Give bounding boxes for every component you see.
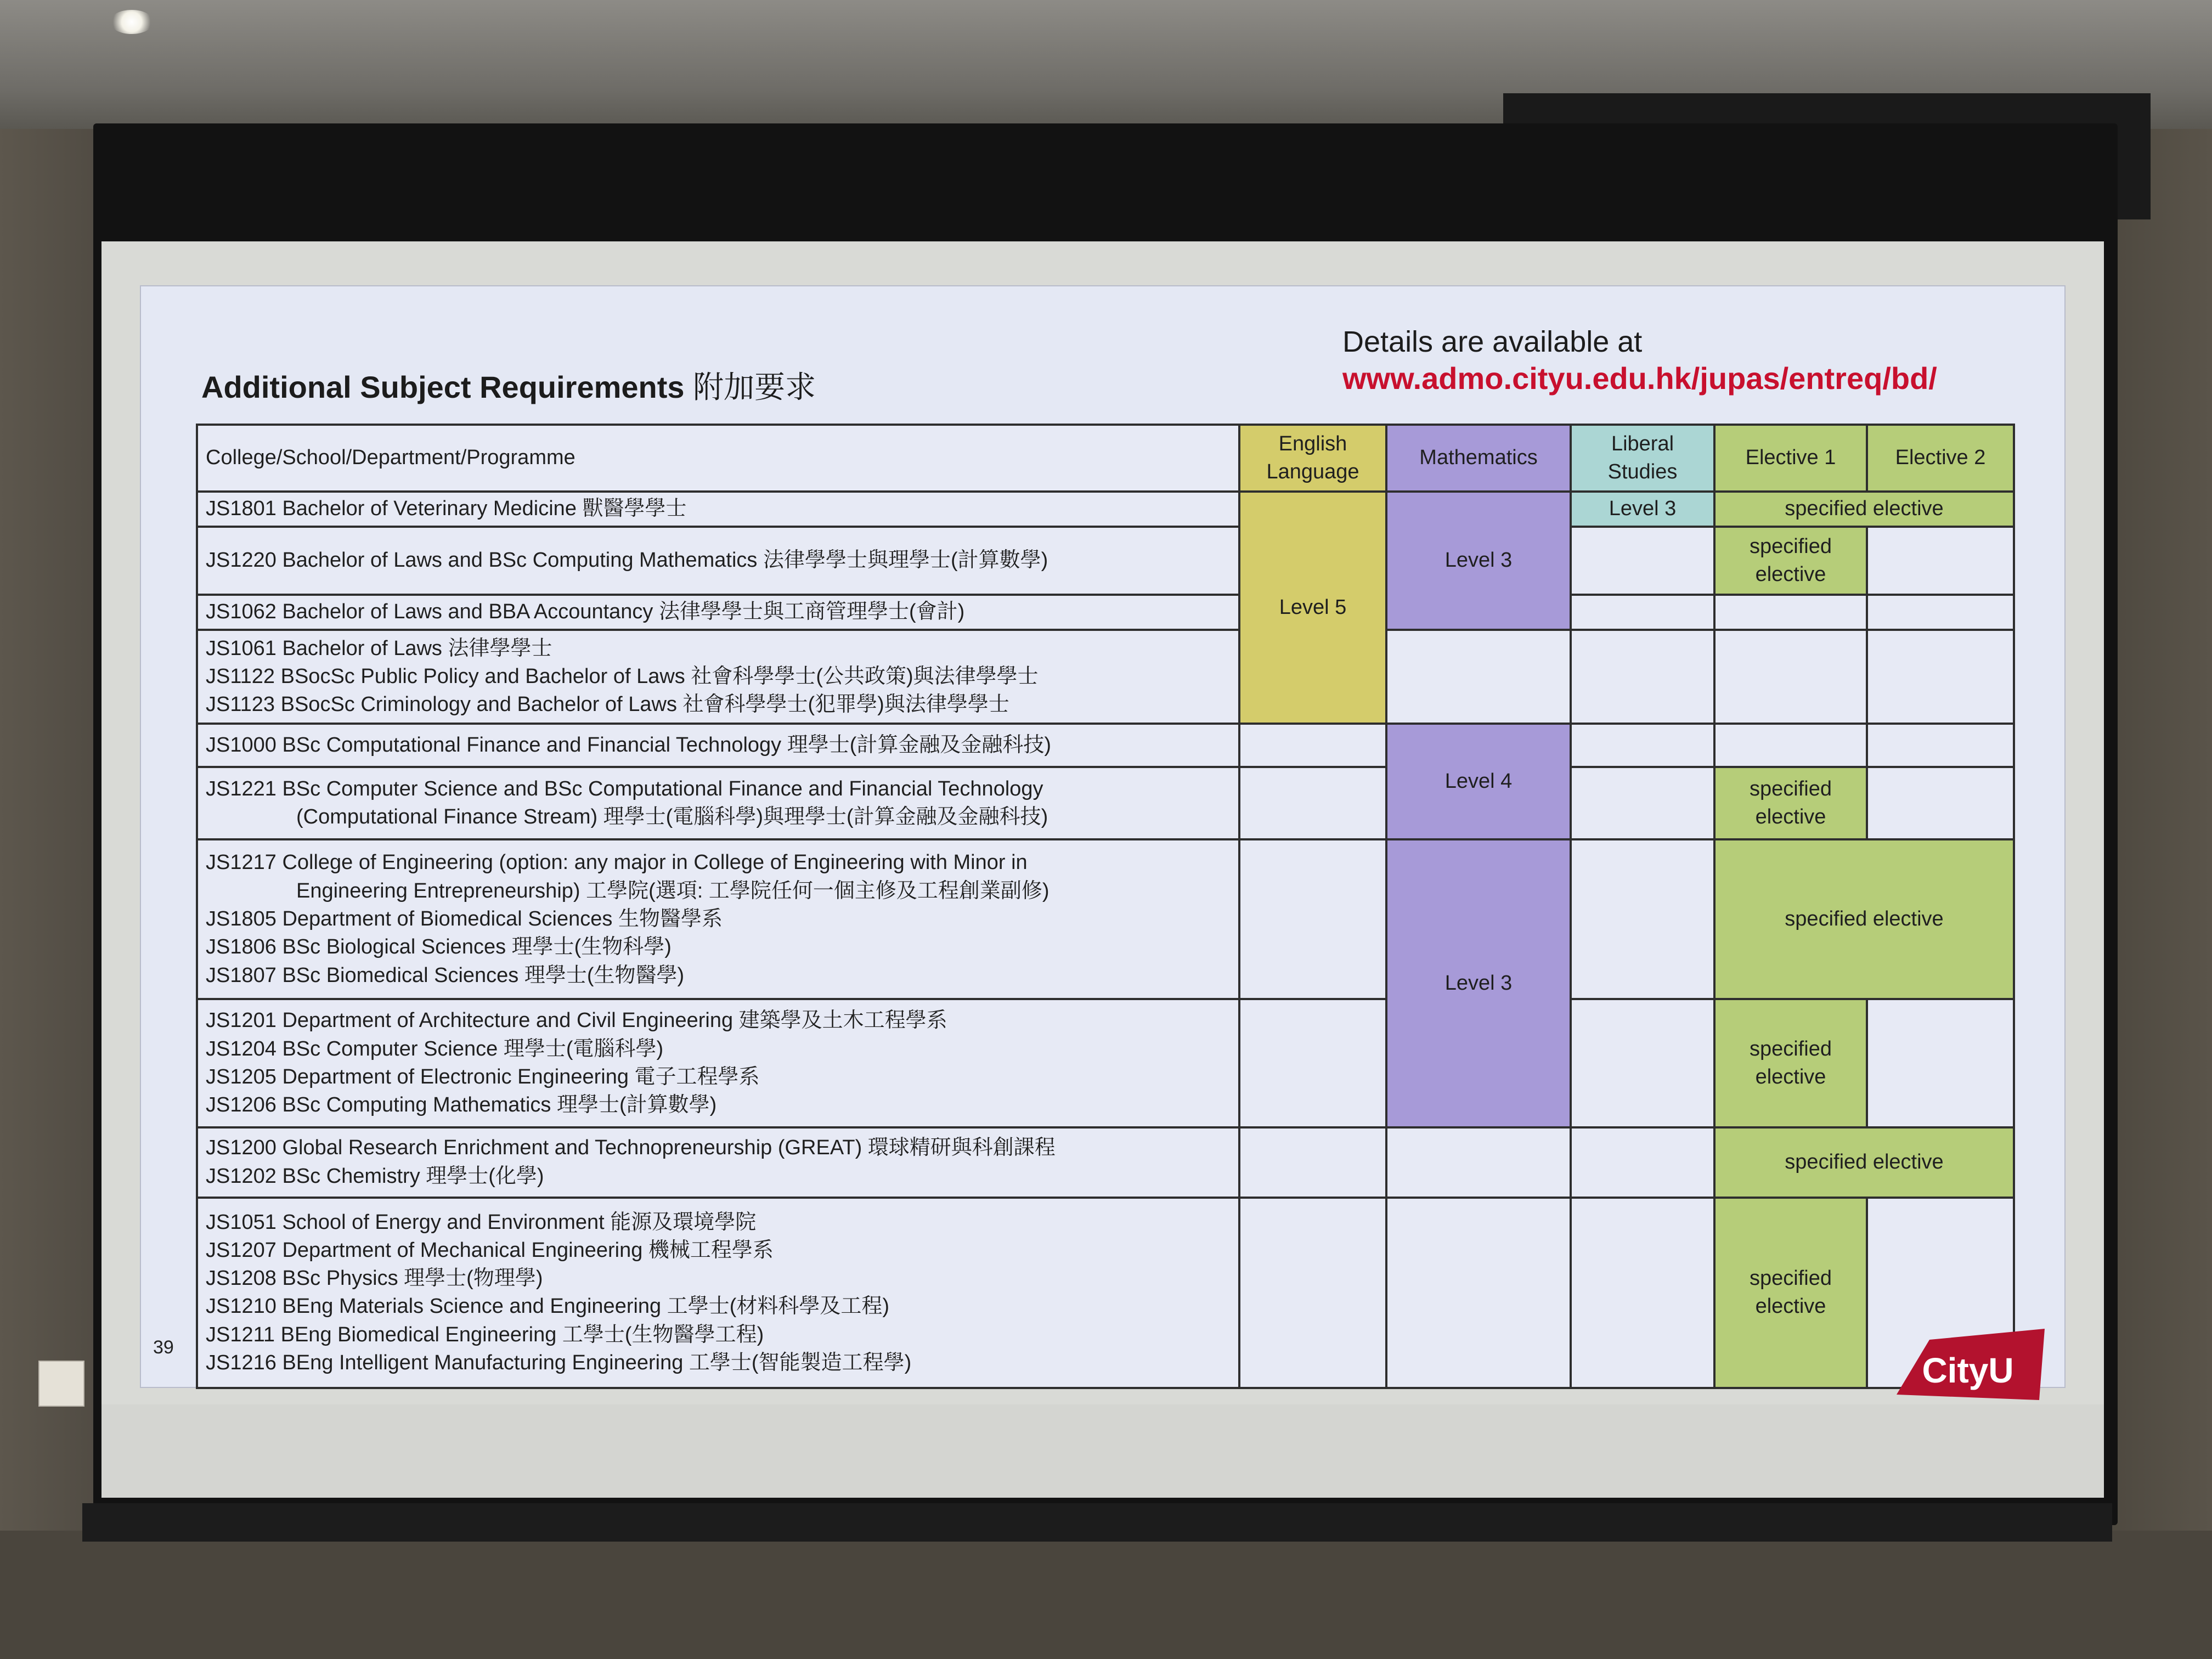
table-header-row <box>197 425 2014 492</box>
empty-cell <box>1239 999 1386 1127</box>
elective-cell: specified elective <box>1714 492 2014 527</box>
empty-cell <box>1239 724 1386 767</box>
empty-cell <box>1239 1127 1386 1198</box>
programme-line: JS1217 College of Engineering (option: any major in College of Engineering with Minor in <box>206 851 1028 874</box>
table-row <box>197 1127 2014 1198</box>
header-mathematics: Mathematics <box>1386 425 1571 492</box>
programme-cell <box>197 839 1239 999</box>
empty-cell <box>1571 1198 1714 1388</box>
table-row <box>197 839 2014 999</box>
header-elective-1: Elective 1 <box>1714 425 1867 492</box>
elective-cell: specified elective <box>1714 1127 2014 1198</box>
programme-line: JS1807 BSc Biomedical Sciences 理學士(生物醫學) <box>206 963 685 987</box>
empty-cell <box>1867 767 2014 839</box>
programme-cell <box>197 1198 1239 1388</box>
right-wall <box>2101 129 2212 1659</box>
programme-line: JS1123 BSocSc Criminology and Bachelor of Laws 社會科學學士(犯罪學)與法律學學士 <box>206 693 1009 716</box>
table-row <box>197 999 2014 1127</box>
programme-line: JS1000 BSc Computational Finance and Financial Technology 理學士(計算金融及金融科技) <box>206 733 1052 757</box>
programme-line: JS1200 Global Research Enrichment and Technopreneurship (GREAT) 環球精研與科創課程 <box>206 1136 1056 1160</box>
programme-cell <box>197 724 1239 767</box>
empty-cell <box>1867 999 2014 1127</box>
programme-line: JS1202 BSc Chemistry 理學士(化學) <box>206 1164 544 1188</box>
table-row <box>197 527 2014 595</box>
empty-cell <box>1571 839 1714 999</box>
presentation-slide <box>140 285 2066 1388</box>
programme-cell <box>197 492 1239 527</box>
empty-cell <box>1386 1127 1571 1198</box>
programme-line: JS1805 Department of Biomedical Sciences 生物醫學系 <box>206 907 723 931</box>
programme-line: JS1216 BEng Intelligent Manufacturing Engineering 工學士(智能製造工程學) <box>206 1351 912 1374</box>
empty-cell <box>1571 1127 1714 1198</box>
liberal-level-cell: Level 3 <box>1571 492 1714 527</box>
elective-cell: specified elective <box>1714 527 1867 595</box>
cityu-logo <box>1886 1323 2050 1406</box>
header-liberal-studies: Liberal Studies <box>1571 425 1714 492</box>
programme-line: (Computational Finance Stream) 理學士(電腦科學)與理學士(計算金融及金融科技) <box>296 805 1048 828</box>
empty-cell <box>1867 595 2014 630</box>
wall-switch <box>38 1361 84 1407</box>
empty-cell <box>1571 724 1714 767</box>
header-elective-2: Elective 2 <box>1867 425 2014 492</box>
slide-title-en: Additional Subject Requirements <box>201 370 685 404</box>
empty-cell <box>1386 1198 1571 1388</box>
header-english: English Language <box>1239 425 1386 492</box>
cityu-logo-text: CityU <box>1922 1351 2014 1390</box>
english-level-cell: Level 5 <box>1239 492 1386 724</box>
empty-cell <box>1571 999 1714 1127</box>
programme-line: JS1210 BEng Materials Science and Engineering 工學士(材料科學及工程) <box>206 1295 890 1318</box>
slide-title <box>201 363 816 407</box>
empty-cell <box>1239 767 1386 839</box>
programme-line: JS1208 BSc Physics 理學士(物理學) <box>206 1267 543 1290</box>
programme-line: JS1206 BSc Computing Mathematics 理學士(計算數學) <box>206 1093 717 1117</box>
programme-line: JS1062 Bachelor of Laws and BBA Accountancy 法律學學士與工商管理學士(會計) <box>206 600 965 624</box>
empty-cell <box>1386 630 1571 724</box>
programme-cell <box>197 767 1239 839</box>
slide-page-number: 39 <box>153 1337 174 1358</box>
programme-cell <box>197 999 1239 1127</box>
programme-line: JS1205 Department of Electronic Engineering 電子工程學系 <box>206 1065 760 1089</box>
empty-cell <box>1714 595 1867 630</box>
maths-level-cell: Level 3 <box>1386 839 1571 1127</box>
maths-level-cell: Level 3 <box>1386 492 1571 630</box>
empty-cell <box>1239 1198 1386 1388</box>
table-row <box>197 1198 2014 1388</box>
empty-cell <box>1571 630 1714 724</box>
empty-cell <box>1867 630 2014 724</box>
floor <box>0 1531 2212 1659</box>
table-row <box>197 492 2014 527</box>
projection-screen-lower <box>101 1404 2104 1498</box>
elective-cell: specified elective <box>1714 767 1867 839</box>
programme-line: JS1061 Bachelor of Laws 法律學學士 <box>206 636 552 660</box>
empty-cell <box>1867 724 2014 767</box>
empty-cell <box>1867 527 2014 595</box>
programme-line: JS1204 BSc Computer Science 理學士(電腦科學) <box>206 1037 664 1060</box>
empty-cell <box>1714 724 1867 767</box>
programme-line: JS1220 Bachelor of Laws and BSc Computing Mathematics 法律學學士與理學士(計算數學) <box>206 549 1048 572</box>
table-row <box>197 767 2014 839</box>
slide-title-cjk: 附加要求 <box>693 370 816 404</box>
table-row <box>197 630 2014 724</box>
elective-cell: specified elective <box>1714 1198 1867 1388</box>
programme-cell <box>197 527 1239 595</box>
table-row <box>197 595 2014 630</box>
programme-line: JS1122 BSocSc Public Policy and Bachelor of Laws 社會科學學士(公共政策)與法律學學士 <box>206 664 1039 688</box>
table-row <box>197 724 2014 767</box>
ceiling-light <box>110 10 154 34</box>
programme-line: JS1806 BSc Biological Sciences 理學士(生物科學) <box>206 935 672 959</box>
maths-level-cell: Level 4 <box>1386 724 1571 839</box>
header-programme: College/School/Department/Programme <box>197 425 1239 492</box>
empty-cell <box>1239 839 1386 999</box>
programme-cell <box>197 630 1239 724</box>
programme-line: JS1211 BEng Biomedical Engineering 工學士(生物醫學工程) <box>206 1323 764 1346</box>
empty-cell <box>1571 595 1714 630</box>
details-url: www.admo.cityu.edu.hk/jupas/entreq/bd/ <box>1342 361 1937 396</box>
programme-line: JS1201 Department of Architecture and Civil Engineering 建築學及土木工程學系 <box>206 1009 947 1032</box>
empty-cell <box>1571 527 1714 595</box>
programme-cell <box>197 1127 1239 1198</box>
programme-line: JS1207 Department of Mechanical Engineering 機械工程學系 <box>206 1238 774 1262</box>
programme-line: Engineering Entrepreneurship) 工學院(選項: 工學院任何一個主修及工程創業副修) <box>296 879 1049 902</box>
elective-cell: specified elective <box>1714 839 2014 999</box>
screen-bottom-bar <box>82 1503 2112 1542</box>
programme-cell <box>197 595 1239 630</box>
programme-line: JS1221 BSc Computer Science and BSc Computational Finance and Financial Technology <box>206 777 1043 800</box>
empty-cell <box>1714 630 1867 724</box>
empty-cell <box>1571 767 1714 839</box>
details-text: Details are available at <box>1342 325 1643 358</box>
programme-line: JS1051 School of Energy and Environment 能源及環境學院 <box>206 1210 757 1234</box>
programme-line: JS1801 Bachelor of Veterinary Medicine 獸醫學學士 <box>206 497 687 521</box>
requirements-table <box>196 424 2015 1389</box>
elective-cell: specified elective <box>1714 999 1867 1127</box>
